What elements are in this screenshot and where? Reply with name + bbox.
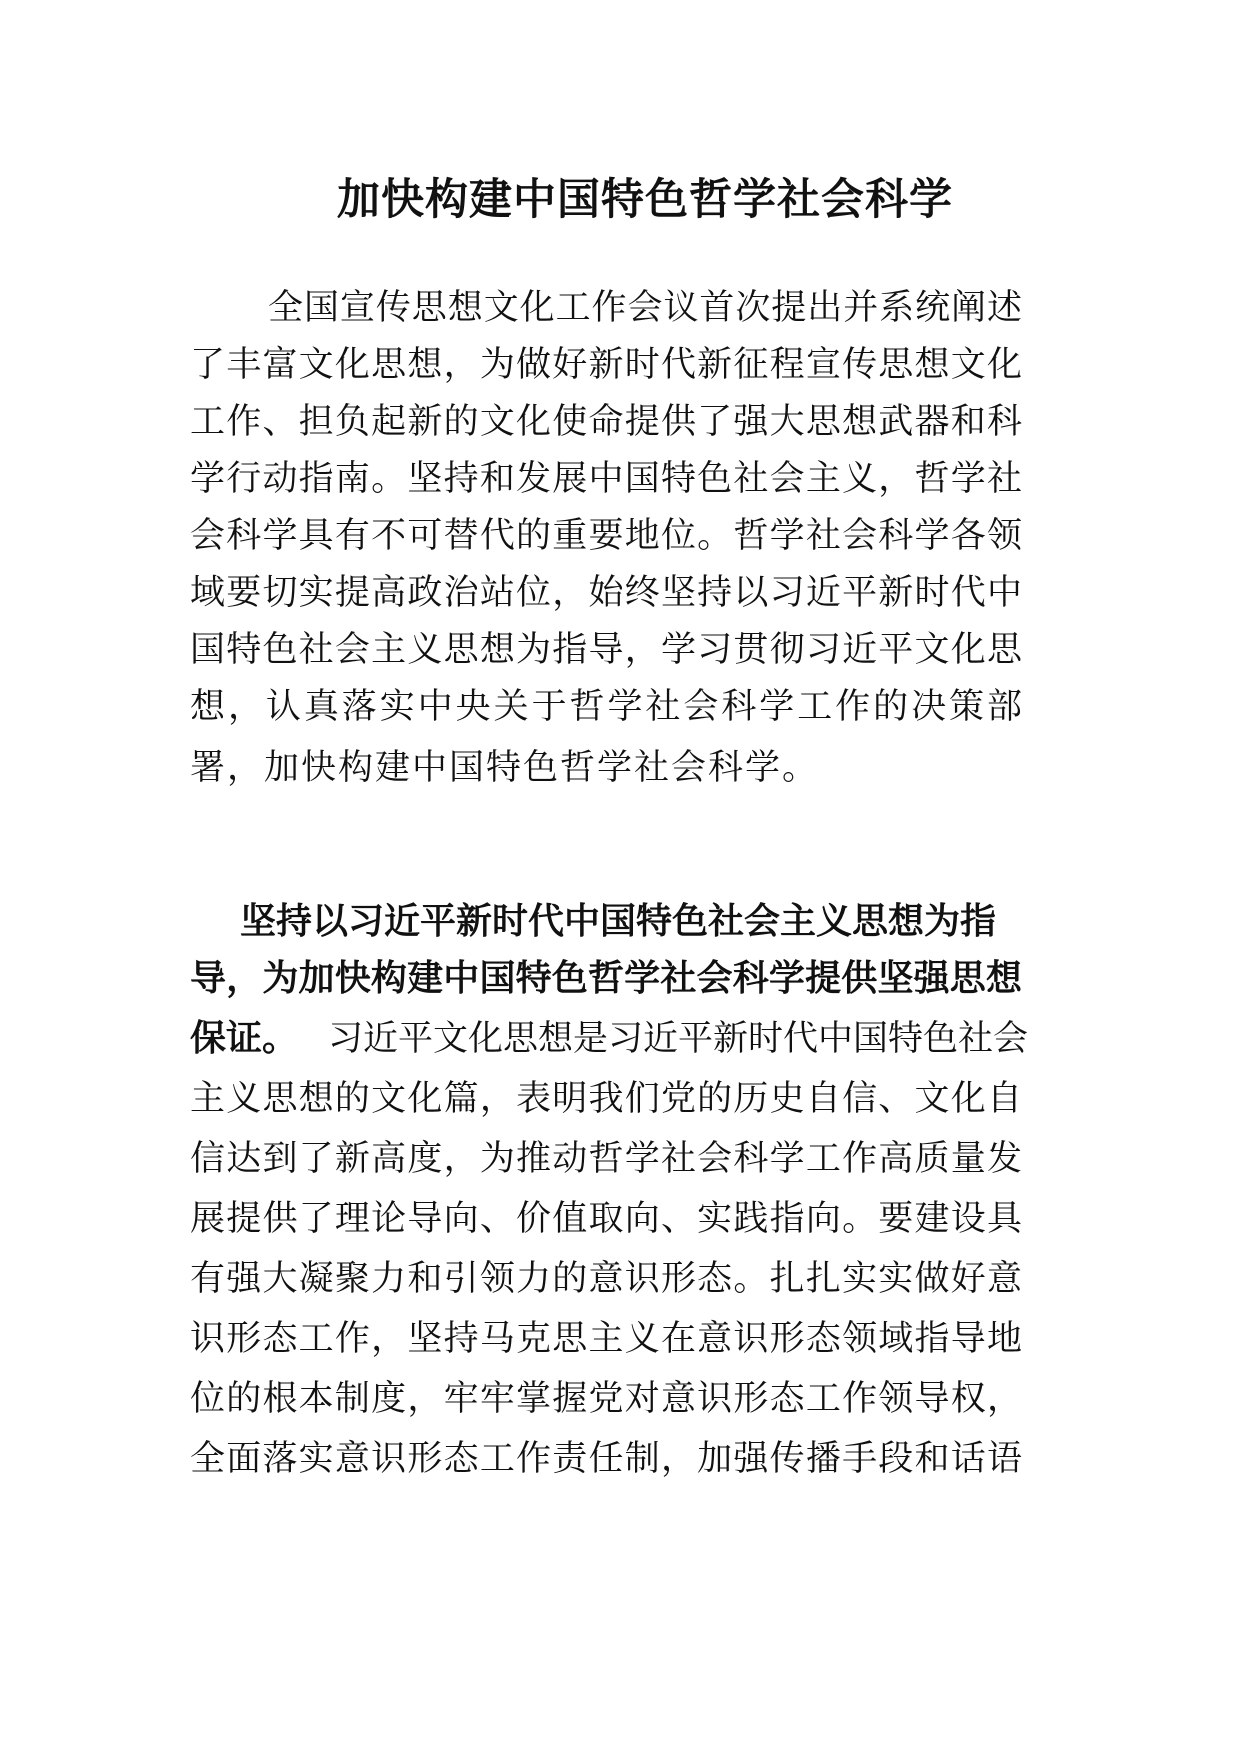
mixed-heading-body-line [190,1010,1029,1068]
paragraph-line: 主义思想的文化篇，表明我们党的历史自信、文化自 [190,1079,1022,1119]
document-title: 加快构建中国特色哲学社会科学 [337,175,953,225]
paragraph-line: 署，加快构建中国特色哲学社会科学。 [190,748,820,788]
paragraph-line: 有强大凝聚力和引领力的意识形态。扎扎实实做好意 [190,1259,1022,1299]
paragraph-line: 学行动指南。坚持和发展中国特色社会主义，哲学社 [190,459,1022,499]
section-heading-end: 保证。 [190,1018,299,1059]
paragraph-line: 想，认真落实中央关于哲学社会科学工作的决策部 [190,687,1022,727]
paragraph-line: 位的根本制度，牢牢掌握党对意识形态工作领导权， [190,1379,1022,1419]
paragraph-line: 全国宣传思想文化工作会议首次提出并系统阐述 [268,288,1022,328]
paragraph-line: 国特色社会主义思想为指导，学习贯彻习近平文化思 [190,630,1022,670]
paragraph-line-start: 习近平文化思想是习近平新时代中国特色社会 [328,1019,1029,1059]
section-heading-line: 导，为加快构建中国特色哲学社会科学提供坚强思想 [190,958,1022,999]
paragraph-line: 全面落实意识形态工作责任制，加强传播手段和话语 [190,1439,1022,1479]
paragraph-line: 工作、担负起新的文化使命提供了强大思想武器和科 [190,402,1022,442]
paragraph-line: 域要切实提高政治站位，始终坚持以习近平新时代中 [190,573,1022,613]
paragraph-line: 识形态工作，坚持马克思主义在意识形态领域指导地 [190,1319,1022,1359]
section-heading-line: 坚持以习近平新时代中国特色社会主义思想为指 [240,901,997,942]
paragraph-line: 了丰富文化思想，为做好新时代新征程宣传思想文化 [190,345,1022,385]
paragraph-line: 信达到了新高度，为推动哲学社会科学工作高质量发 [190,1139,1022,1179]
paragraph-line: 展提供了理论导向、价值取向、实践指向。要建设具 [190,1199,1022,1239]
paragraph-line: 会科学具有不可替代的重要地位。哲学社会科学各领 [190,516,1022,556]
